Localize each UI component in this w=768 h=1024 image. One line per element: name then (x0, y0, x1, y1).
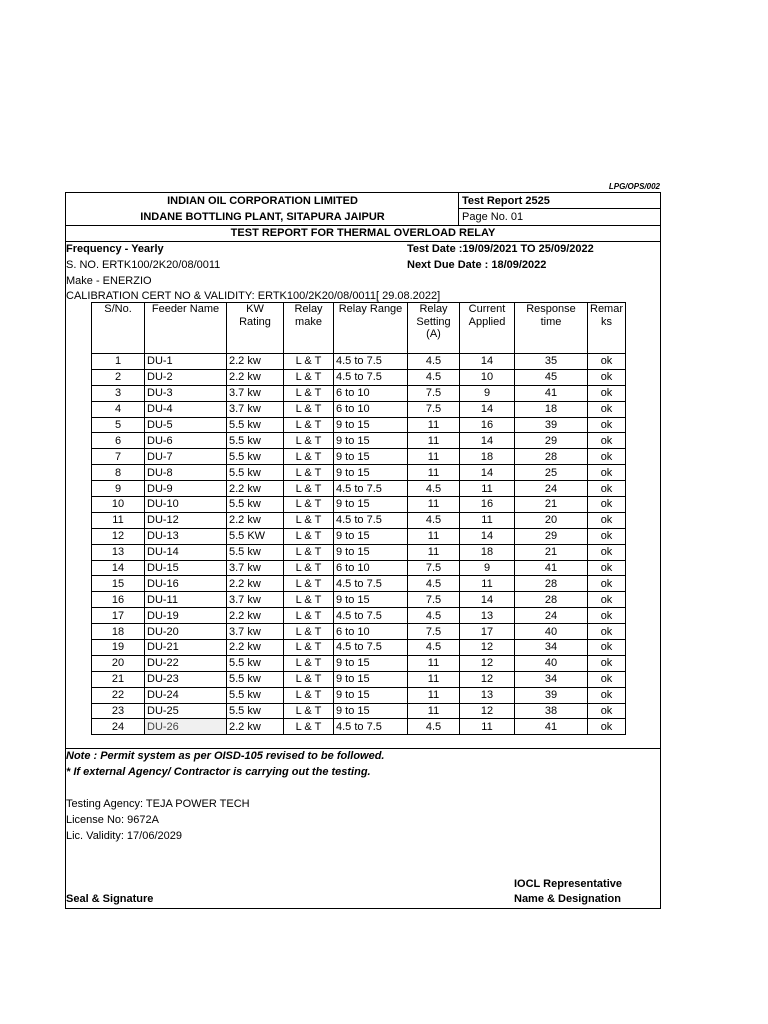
table-cell: 18 (460, 544, 515, 560)
table-cell: L & T (284, 624, 334, 640)
table-cell: 11 (408, 528, 460, 544)
table-cell: 16 (92, 592, 145, 608)
table-cell: ok (588, 560, 626, 576)
table-cell: 39 (515, 687, 588, 703)
table-row (92, 433, 626, 449)
table-cell: 4.5 (408, 640, 460, 656)
table-cell: 11 (408, 417, 460, 433)
table-cell: 7 (92, 449, 145, 465)
table-cell: 2.2 kw (227, 719, 284, 735)
seal-signature: Seal & Signature (66, 893, 154, 905)
table-cell: L & T (284, 528, 334, 544)
table-cell: 15 (92, 576, 145, 592)
table-cell: 29 (515, 433, 588, 449)
table-cell: 2.2 kw (227, 576, 284, 592)
table-cell: L & T (284, 433, 334, 449)
table-row (92, 560, 626, 576)
table-cell: 3.7 kw (227, 385, 284, 401)
table-cell: DU-8 (145, 465, 227, 481)
table-cell: 9 (460, 560, 515, 576)
table-cell: DU-4 (145, 401, 227, 417)
header-line (458, 208, 660, 209)
table-cell: ok (588, 703, 626, 719)
table-cell: 14 (460, 354, 515, 370)
iocl-representative: IOCL Representative (514, 878, 623, 890)
table-cell: 8 (92, 465, 145, 481)
table-cell: DU-25 (145, 703, 227, 719)
table-cell: 17 (92, 608, 145, 624)
table-cell: 29 (515, 528, 588, 544)
table-cell: 11 (460, 481, 515, 497)
table-cell: 40 (515, 624, 588, 640)
table-cell: ok (588, 354, 626, 370)
table-cell: 12 (460, 671, 515, 687)
table-cell: 19 (92, 640, 145, 656)
table-cell: 3.7 kw (227, 560, 284, 576)
table-row (92, 576, 626, 592)
table-cell: 4.5 to 7.5 (334, 369, 408, 385)
table-cell: DU-11 (145, 592, 227, 608)
header-line (66, 225, 660, 226)
table-row (92, 608, 626, 624)
table-cell: 9 to 15 (334, 671, 408, 687)
table-cell: 4.5 to 7.5 (334, 608, 408, 624)
table-row (92, 624, 626, 640)
table-cell: 5.5 kw (227, 417, 284, 433)
name-designation: Name & Designation (514, 893, 621, 905)
table-cell: 28 (515, 576, 588, 592)
table-cell: 4.5 (408, 719, 460, 735)
table-cell: 28 (515, 592, 588, 608)
table-cell: 23 (92, 703, 145, 719)
table-row (92, 655, 626, 671)
table-cell: 2 (92, 369, 145, 385)
relay-test-table (91, 302, 626, 735)
table-cell: 18 (92, 624, 145, 640)
table-cell: 41 (515, 560, 588, 576)
table-cell: 14 (460, 592, 515, 608)
table-cell: 14 (460, 465, 515, 481)
table-cell: 9 (92, 481, 145, 497)
table-cell: 4.5 (408, 512, 460, 528)
table-cell: DU-19 (145, 608, 227, 624)
table-cell: 2.2 kw (227, 640, 284, 656)
table-cell: ok (588, 449, 626, 465)
table-cell: 5.5 kw (227, 687, 284, 703)
table-cell: 7.5 (408, 385, 460, 401)
table-row (92, 687, 626, 703)
table-cell: L & T (284, 369, 334, 385)
table-cell: 4.5 to 7.5 (334, 576, 408, 592)
table-cell: DU-15 (145, 560, 227, 576)
table-cell: 6 (92, 433, 145, 449)
table-cell: 21 (515, 544, 588, 560)
table-cell: 4.5 to 7.5 (334, 512, 408, 528)
table-cell: DU-9 (145, 481, 227, 497)
table-cell: 18 (460, 449, 515, 465)
table-cell: ok (588, 544, 626, 560)
table-cell: 2.2 kw (227, 608, 284, 624)
table-cell: L & T (284, 687, 334, 703)
table-cell: 20 (515, 512, 588, 528)
table-cell: 2.2 kw (227, 512, 284, 528)
table-cell: DU-22 (145, 655, 227, 671)
table-cell: 4.5 (408, 354, 460, 370)
table-cell: 5.5 kw (227, 465, 284, 481)
col-header: S/No. (92, 303, 145, 354)
table-cell: 2.2 kw (227, 354, 284, 370)
table-cell: 11 (408, 449, 460, 465)
table-cell: ok (588, 369, 626, 385)
table-cell: 6 to 10 (334, 624, 408, 640)
table-cell: 7.5 (408, 560, 460, 576)
table-cell: 10 (460, 369, 515, 385)
table-cell: 40 (515, 655, 588, 671)
col-header: Relay Setting (A) (408, 303, 460, 354)
table-cell: ok (588, 385, 626, 401)
table-cell: ok (588, 433, 626, 449)
table-cell: ok (588, 528, 626, 544)
table-row (92, 385, 626, 401)
table-cell: L & T (284, 703, 334, 719)
table-cell: 18 (515, 401, 588, 417)
table-cell: 9 to 15 (334, 544, 408, 560)
table-cell: 3.7 kw (227, 401, 284, 417)
table-cell: 5.5 kw (227, 433, 284, 449)
table-cell: 5 (92, 417, 145, 433)
table-row (92, 417, 626, 433)
table-cell: 11 (92, 512, 145, 528)
table-cell: 4 (92, 401, 145, 417)
report-frame (65, 192, 661, 909)
page-number: Page No. 01 (462, 211, 524, 223)
table-cell: L & T (284, 385, 334, 401)
col-header: KW Rating (227, 303, 284, 354)
table-cell: DU-2 (145, 369, 227, 385)
table-cell: 35 (515, 354, 588, 370)
table-row (92, 528, 626, 544)
table-cell: 11 (408, 655, 460, 671)
table-cell: 12 (460, 655, 515, 671)
table-cell: 21 (92, 671, 145, 687)
table-cell: 4.5 to 7.5 (334, 640, 408, 656)
table-cell: 5.5 kw (227, 671, 284, 687)
table-row (92, 354, 626, 370)
table-cell: L & T (284, 592, 334, 608)
testing-agency: Testing Agency: TEJA POWER TECH (66, 798, 250, 810)
table-cell: 11 (408, 671, 460, 687)
table-cell: 13 (92, 544, 145, 560)
table-cell: 11 (408, 687, 460, 703)
table-row (92, 512, 626, 528)
table-cell: 14 (460, 433, 515, 449)
table-cell: L & T (284, 465, 334, 481)
table-cell: 7.5 (408, 592, 460, 608)
table-row (92, 640, 626, 656)
table-cell: 6 to 10 (334, 401, 408, 417)
frequency: Frequency - Yearly (66, 243, 164, 255)
table-cell: DU-1 (145, 354, 227, 370)
table-cell: 16 (460, 497, 515, 513)
table-cell: L & T (284, 481, 334, 497)
table-cell: ok (588, 687, 626, 703)
table-cell: 25 (515, 465, 588, 481)
table-cell: 12 (92, 528, 145, 544)
table-cell: 4.5 (408, 481, 460, 497)
table-cell: 4.5 (408, 576, 460, 592)
table-cell: 11 (408, 703, 460, 719)
col-header: Current Applied (460, 303, 515, 354)
table-cell: ok (588, 417, 626, 433)
table-cell: L & T (284, 401, 334, 417)
col-header: Response time (515, 303, 588, 354)
table-cell: 9 to 15 (334, 497, 408, 513)
table-cell: 24 (515, 481, 588, 497)
report-title: TEST REPORT FOR THERMAL OVERLOAD RELAY (230, 227, 496, 239)
table-cell: ok (588, 624, 626, 640)
table-cell: 2.2 kw (227, 369, 284, 385)
table-cell: 11 (408, 544, 460, 560)
table-cell: DU-24 (145, 687, 227, 703)
table-cell: 24 (515, 608, 588, 624)
table-cell: 14 (92, 560, 145, 576)
table-cell: 11 (408, 465, 460, 481)
table-cell: 14 (460, 528, 515, 544)
table-cell: 4.5 (408, 608, 460, 624)
table-cell: 1 (92, 354, 145, 370)
col-header: Feeder Name (145, 303, 227, 354)
table-cell: L & T (284, 497, 334, 513)
col-header: Remar ks (588, 303, 626, 354)
table-cell: DU-5 (145, 417, 227, 433)
table-cell: 14 (460, 401, 515, 417)
table-cell: ok (588, 512, 626, 528)
table-cell: DU-16 (145, 576, 227, 592)
table-cell: 4.5 to 7.5 (334, 719, 408, 735)
table-cell: 13 (460, 608, 515, 624)
table-cell: ok (588, 640, 626, 656)
table-cell: DU-12 (145, 512, 227, 528)
table-cell: 9 to 15 (334, 528, 408, 544)
table-cell: DU-10 (145, 497, 227, 513)
calibration-cert: CALIBRATION CERT NO & VALIDITY: ERTK100/2K20/08/0011[ 29.08.2022] (66, 290, 441, 302)
table-cell: L & T (284, 719, 334, 735)
table-cell: 11 (460, 576, 515, 592)
table-cell: ok (588, 608, 626, 624)
table-cell: 34 (515, 640, 588, 656)
table-cell: DU-6 (145, 433, 227, 449)
table-cell: 41 (515, 719, 588, 735)
note-permit: Note : Permit system as per OISD-105 revised to be followed. (66, 750, 385, 762)
table-cell: 34 (515, 671, 588, 687)
table-cell: L & T (284, 576, 334, 592)
table-cell: 4.5 (408, 369, 460, 385)
table-cell: ok (588, 655, 626, 671)
table-cell: DU-26 (145, 719, 227, 735)
notes-divider (66, 748, 660, 749)
table-cell: 45 (515, 369, 588, 385)
table-row (92, 449, 626, 465)
table-row (92, 671, 626, 687)
table-cell: 11 (408, 497, 460, 513)
table-cell: 28 (515, 449, 588, 465)
table-cell: L & T (284, 544, 334, 560)
table-cell: 12 (460, 703, 515, 719)
table-cell: 9 to 15 (334, 687, 408, 703)
header-divider (458, 193, 459, 225)
license-validity: Lic. Validity: 17/06/2029 (66, 830, 182, 842)
table-cell: 20 (92, 655, 145, 671)
table-row (92, 369, 626, 385)
table-cell: ok (588, 481, 626, 497)
table-cell: 5.5 kw (227, 544, 284, 560)
plant-name: INDANE BOTTLING PLANT, SITAPURA JAIPUR (140, 211, 385, 223)
table-cell: ok (588, 465, 626, 481)
table-cell: 11 (460, 512, 515, 528)
col-header: Relay make (284, 303, 334, 354)
table-cell: DU-14 (145, 544, 227, 560)
table-row (92, 544, 626, 560)
table-cell: 3.7 kw (227, 624, 284, 640)
table-cell: 41 (515, 385, 588, 401)
note-external: * If external Agency/ Contractor is carrying out the testing. (66, 766, 371, 778)
table-cell: L & T (284, 655, 334, 671)
table-cell: L & T (284, 671, 334, 687)
table-cell: ok (588, 401, 626, 417)
table-cell: L & T (284, 560, 334, 576)
table-cell: 9 to 15 (334, 655, 408, 671)
table-cell: L & T (284, 640, 334, 656)
table-cell: 13 (460, 687, 515, 703)
next-due-date: Next Due Date : 18/09/2022 (407, 259, 547, 271)
table-cell: 5.5 kw (227, 497, 284, 513)
table-cell: 9 to 15 (334, 465, 408, 481)
table-cell: 9 to 15 (334, 417, 408, 433)
table-cell: L & T (284, 512, 334, 528)
table-cell: 5.5 kw (227, 655, 284, 671)
table-cell: DU-3 (145, 385, 227, 401)
col-header: Relay Range (334, 303, 408, 354)
table-cell: 10 (92, 497, 145, 513)
table-cell: 11 (408, 433, 460, 449)
table-cell: 5.5 kw (227, 449, 284, 465)
table-cell: L & T (284, 608, 334, 624)
table-cell: DU-7 (145, 449, 227, 465)
table-cell: ok (588, 671, 626, 687)
table-cell: 16 (460, 417, 515, 433)
table-cell: 17 (460, 624, 515, 640)
table-row (92, 592, 626, 608)
table-cell: DU-21 (145, 640, 227, 656)
table-cell: L & T (284, 417, 334, 433)
table-cell: 9 to 15 (334, 703, 408, 719)
table-row (92, 401, 626, 417)
table-cell: DU-23 (145, 671, 227, 687)
company-name: INDIAN OIL CORPORATION LIMITED (167, 195, 358, 207)
table-cell: 7.5 (408, 401, 460, 417)
table-cell: 12 (460, 640, 515, 656)
table-cell: 38 (515, 703, 588, 719)
table-cell: L & T (284, 354, 334, 370)
table-cell: 4.5 to 7.5 (334, 481, 408, 497)
header-line (66, 241, 660, 242)
table-cell: ok (588, 497, 626, 513)
table-cell: 11 (460, 719, 515, 735)
document-reference: LPG/OPS/002 (608, 182, 660, 191)
table-cell: L & T (284, 449, 334, 465)
table-cell: ok (588, 719, 626, 735)
table-cell: DU-13 (145, 528, 227, 544)
table-row (92, 703, 626, 719)
table-cell: 7.5 (408, 624, 460, 640)
table-cell: 6 to 10 (334, 385, 408, 401)
table-cell: 5.5 KW (227, 528, 284, 544)
test-report-number: Test Report 2525 (462, 195, 550, 207)
table-cell: ok (588, 576, 626, 592)
table-row (92, 719, 626, 735)
table-cell: 21 (515, 497, 588, 513)
table-row (92, 497, 626, 513)
table-row (92, 465, 626, 481)
table-cell: 39 (515, 417, 588, 433)
table-cell: DU-20 (145, 624, 227, 640)
serial-number: S. NO. ERTK100/2K20/08/0011 (66, 259, 221, 271)
table-cell: 24 (92, 719, 145, 735)
table-cell: 2.2 kw (227, 481, 284, 497)
table-cell: 9 to 15 (334, 433, 408, 449)
table-cell: 9 to 15 (334, 449, 408, 465)
table-cell: 4.5 to 7.5 (334, 354, 408, 370)
table-cell: 22 (92, 687, 145, 703)
table-cell: ok (588, 592, 626, 608)
table-cell: 6 to 10 (334, 560, 408, 576)
table-cell: 9 (460, 385, 515, 401)
table-cell: 3.7 kw (227, 592, 284, 608)
table-row (92, 481, 626, 497)
test-date: Test Date :19/09/2021 TO 25/09/2022 (407, 243, 594, 255)
table-cell: 3 (92, 385, 145, 401)
make: Make - ENERZIO (66, 275, 152, 287)
table-header-row (92, 303, 626, 354)
table-cell: 5.5 kw (227, 703, 284, 719)
table-cell: 9 to 15 (334, 592, 408, 608)
license-number: License No: 9672A (66, 814, 159, 826)
